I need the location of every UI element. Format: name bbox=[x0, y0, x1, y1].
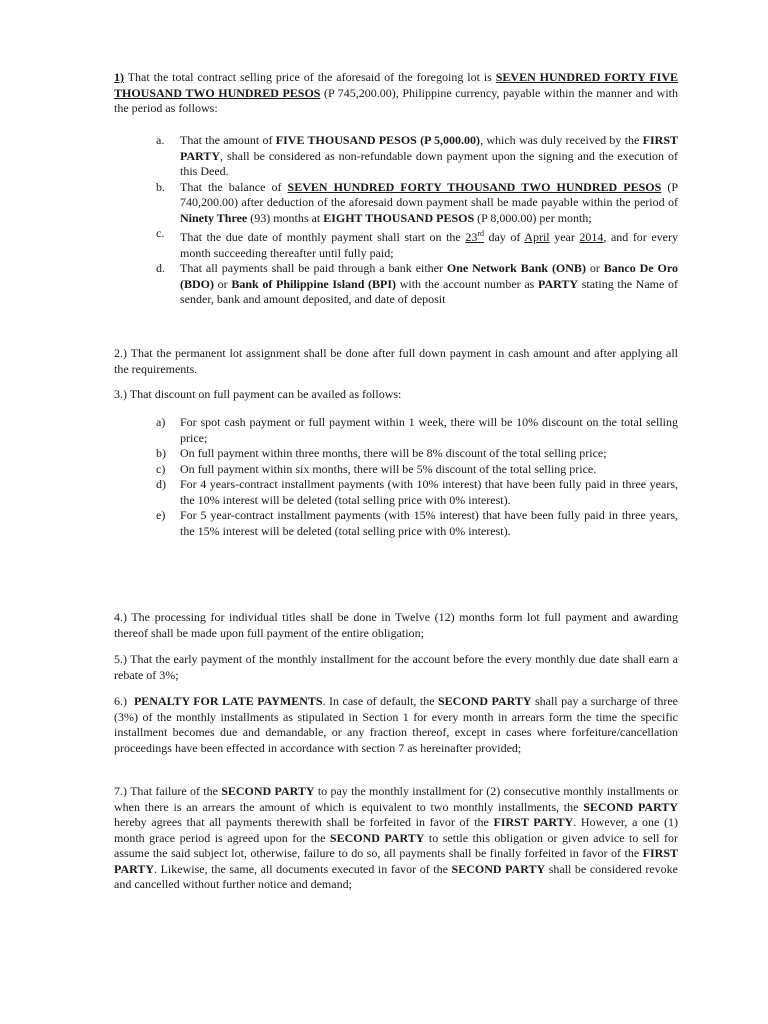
item-text: (P 8,000.00) per month; bbox=[474, 210, 592, 225]
item-text: with the account number as bbox=[396, 276, 538, 291]
first-party: FIRST PARTY bbox=[180, 133, 679, 163]
section-1-text-a: That the total contract selling price of the aforesaid of the foregoing lot is bbox=[127, 70, 496, 84]
party: PARTY bbox=[538, 276, 579, 291]
item-text: shall be considered revoke and cancelled without further notice and demand; bbox=[114, 861, 679, 891]
second-party: SECOND PARTY bbox=[221, 784, 315, 798]
due-year: 2014 bbox=[579, 230, 604, 244]
item-text: For 4 years-contract installment payments (with 10% interest) that have been fully paid in three years, the 10% interest will be deleted (total selling price with 0% interest). bbox=[180, 477, 678, 507]
item-text: (93) months at bbox=[247, 210, 324, 225]
section-6-number: 6.) bbox=[114, 694, 134, 708]
section-1-item-a bbox=[156, 133, 678, 180]
section-3: 3.) That discount on full payment can be availed as follows: bbox=[114, 387, 402, 401]
item-text: stating the Name of sender, bank and amount deposited, and date of deposit bbox=[180, 276, 678, 306]
section-1 bbox=[114, 70, 678, 117]
penalty-heading: PENALTY FOR LATE PAYMENTS bbox=[133, 694, 323, 708]
section-3-item-a bbox=[156, 415, 678, 446]
section-1-number: 1) bbox=[114, 70, 124, 84]
section-3-item-e bbox=[156, 508, 678, 539]
second-party: SECOND PARTY bbox=[583, 799, 679, 814]
list-marker: a. bbox=[156, 133, 165, 147]
item-text: , which was duly received by the bbox=[480, 133, 643, 147]
bank-bpi: Bank of Philippine Island (BPI) bbox=[231, 276, 397, 291]
bank-onb: One Network Bank (ONB) bbox=[446, 261, 586, 275]
section-1-item-d bbox=[156, 261, 678, 308]
item-text: day of bbox=[483, 230, 525, 244]
item-text: That the amount of bbox=[180, 133, 276, 147]
item-text: (P 740,200.00) after deduction of the aforesaid down payment shall be made payable within the period of bbox=[180, 179, 678, 209]
balance-words: SEVEN HUNDRED FORTY THOUSAND TWO HUNDRED PESOS bbox=[287, 179, 662, 194]
item-text: or bbox=[214, 276, 232, 291]
item-text: That the due date of monthly payment shall start on the bbox=[180, 230, 466, 244]
section-1-list bbox=[156, 133, 678, 308]
section-3-item-b bbox=[156, 446, 678, 462]
item-text: year bbox=[549, 230, 580, 244]
first-party: FIRST PARTY bbox=[493, 815, 574, 829]
list-marker: b. bbox=[156, 179, 165, 194]
item-text: or bbox=[585, 261, 604, 275]
list-marker: a) bbox=[156, 415, 166, 429]
item-text: On full payment within six months, there will be 5% discount of the total selling price. bbox=[180, 461, 597, 476]
due-month: April bbox=[524, 230, 550, 244]
item-text: . However, a one (1) month grace period is agreed upon for the bbox=[114, 815, 678, 845]
item-text: . In case of default, the bbox=[322, 694, 438, 708]
item-text: to settle this obligation or given advice to sell for assume the said subject lot, otherwise, failure to do so, all payments shall be finally forfeited in favor of the bbox=[114, 830, 678, 860]
item-text: shall pay a surcharge of three (3%) of the monthly installments as stipulated in Section 1 for every month in arrears form the time the specific installment becomes due and demandable, or any fraction thereof, except in cases where forfeiture/cancellation proceedings have been effected in accordance with section 7 as hereinafter provided; bbox=[114, 694, 679, 755]
section-1-text-b: (P 745,200.00), Philippine currency, payable within the manner and with the period as follows: bbox=[114, 85, 678, 115]
list-marker: e) bbox=[156, 508, 166, 522]
item-text: , shall be considered as non-refundable down payment upon the signing and the execution of this Deed. bbox=[180, 148, 678, 178]
section-1-item-b bbox=[156, 180, 678, 227]
item-text: For 5 year-contract installment payments (with 15% interest) that have been fully paid in three years, the 15% interest will be deleted (total selling price with 0% interest). bbox=[180, 508, 678, 538]
section-4: 4.) The processing for individual titles shall be done in Twelve (12) months form lot full payment and awarding thereof shall be made upon full payment of the entire obligation; bbox=[114, 610, 678, 640]
item-text: , and for every month succeeding thereafter until fully paid; bbox=[180, 230, 679, 260]
section-3-item-c bbox=[156, 462, 678, 478]
section-7 bbox=[114, 784, 678, 893]
second-party: SECOND PARTY bbox=[451, 861, 546, 876]
monthly-amount: EIGHT THOUSAND PESOS bbox=[323, 210, 475, 225]
bank-bdo: Banco De Oro (BDO) bbox=[180, 261, 678, 291]
due-day: 23 bbox=[465, 230, 478, 244]
first-party: FIRST PARTY bbox=[114, 846, 678, 876]
item-text: hereby agrees that all payments therewith shall be forfeited in favor of the bbox=[114, 815, 494, 829]
due-day-suffix: rd bbox=[477, 229, 484, 238]
section-3-list bbox=[156, 415, 678, 539]
item-text: For spot cash payment or full payment within 1 week, there will be 10% discount on the total selling price; bbox=[180, 415, 678, 445]
list-marker: c. bbox=[156, 226, 165, 240]
amount-five-thousand: FIVE THOUSAND PESOS (P 5,000.00) bbox=[275, 133, 481, 147]
item-text: On full payment within three months, there will be 8% discount of the total selling price; bbox=[180, 446, 607, 460]
section-1-item-c bbox=[156, 226, 678, 261]
section-2: 2.) That the permanent lot assignment shall be done after full down payment in cash amount and after applying all the requirements. bbox=[114, 346, 678, 376]
list-marker: c) bbox=[156, 461, 166, 476]
list-marker: d. bbox=[156, 261, 165, 275]
item-text: That the balance of bbox=[180, 179, 288, 194]
second-party: SECOND PARTY bbox=[438, 694, 532, 708]
list-marker: d) bbox=[156, 477, 166, 491]
section-3-item-d bbox=[156, 477, 678, 508]
ninety-three: Ninety Three bbox=[180, 210, 248, 225]
item-text: That all payments shall be paid through a bank either bbox=[180, 261, 447, 275]
item-text: . Likewise, the same, all documents executed in favor of the bbox=[154, 861, 452, 876]
section-1-price-words: SEVEN HUNDRED FORTY FIVE THOUSAND TWO HUNDRED PESOS bbox=[114, 70, 678, 100]
item-text: 7.) That failure of the bbox=[114, 784, 222, 798]
list-marker: b) bbox=[156, 446, 166, 460]
second-party: SECOND PARTY bbox=[329, 830, 425, 845]
item-text: to pay the monthly installment for (2) consecutive monthly installments or when there is an arrears the amount of which is equivalent to two monthly installments, the bbox=[114, 784, 678, 814]
section-6 bbox=[114, 694, 678, 756]
section-5: 5.) That the early payment of the monthly installment for the account before the every monthly due date shall earn a rebate of 3%; bbox=[114, 652, 678, 682]
